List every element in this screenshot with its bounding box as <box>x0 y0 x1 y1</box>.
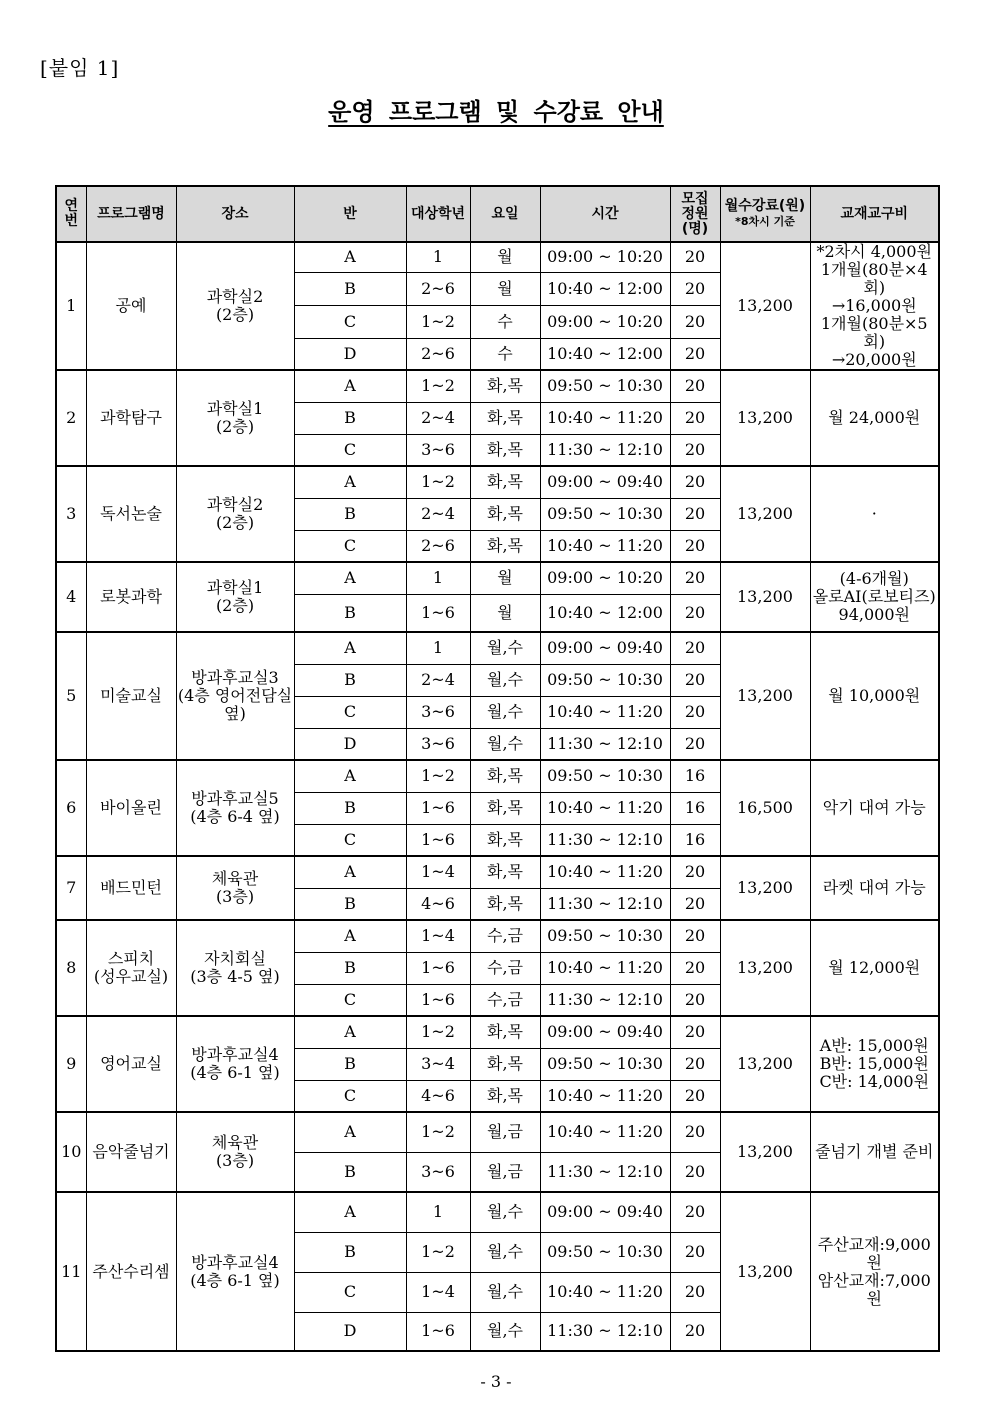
title-text: 운영 프로그램 및 수강료 안내 <box>328 98 664 126</box>
day-cell: 월 <box>470 562 540 594</box>
capacity-cell: 20 <box>670 1080 720 1112</box>
grade-cell: 2~4 <box>406 498 470 530</box>
time-cell: 11:30 ~ 12:10 <box>540 824 670 856</box>
capacity-cell: 20 <box>670 856 720 888</box>
table-row <box>56 920 939 952</box>
program-place: 자치회실 (3층 4-5 옆) <box>176 920 294 1016</box>
table-row <box>56 466 939 498</box>
program-place: 과학실2 (2층) <box>176 466 294 562</box>
day-cell: 월,수 <box>470 728 540 760</box>
program-name: 주산수리셈 <box>86 1192 176 1351</box>
capacity-cell: 20 <box>670 952 720 984</box>
program-name: 배드민턴 <box>86 856 176 920</box>
material-cell: (4-6개월) 올로AI(로보티즈) 94,000원 <box>810 562 939 632</box>
class-cell: A <box>294 920 406 952</box>
time-cell: 09:50 ~ 10:30 <box>540 1232 670 1272</box>
class-cell: B <box>294 952 406 984</box>
capacity-cell: 20 <box>670 272 720 305</box>
time-cell: 09:50 ~ 10:30 <box>540 370 670 402</box>
program-group <box>56 920 939 1016</box>
header-material: 교재교구비 <box>810 186 939 242</box>
header-time: 시간 <box>540 186 670 242</box>
class-cell: B <box>294 272 406 305</box>
day-cell: 수 <box>470 339 540 370</box>
material-cell: 악기 대여 가능 <box>810 760 939 856</box>
time-cell: 10:40 ~ 12:00 <box>540 339 670 370</box>
class-cell: D <box>294 1312 406 1351</box>
grade-cell: 1~2 <box>406 370 470 402</box>
program-number: 9 <box>56 1016 86 1112</box>
program-group <box>56 760 939 856</box>
day-cell: 월,수 <box>470 632 540 664</box>
material-cell: *2차시 4,000원 1개월(80분×4회) →16,000원 1개월(80분×5회) →20,000원 <box>810 242 939 370</box>
capacity-cell: 20 <box>670 1112 720 1152</box>
capacity-cell: 20 <box>670 1192 720 1232</box>
grade-cell: 2~4 <box>406 402 470 434</box>
program-group <box>56 370 939 466</box>
program-number: 1 <box>56 242 86 370</box>
day-cell: 월,수 <box>470 1312 540 1351</box>
header-capacity: 모집정원(명) <box>670 186 720 242</box>
program-name: 미술교실 <box>86 632 176 760</box>
time-cell: 11:30 ~ 12:10 <box>540 1312 670 1351</box>
day-cell: 화,목 <box>470 760 540 792</box>
time-cell: 10:40 ~ 11:20 <box>540 696 670 728</box>
grade-cell: 1~6 <box>406 824 470 856</box>
capacity-cell: 20 <box>670 1232 720 1272</box>
header-fee <box>720 186 810 242</box>
class-cell: B <box>294 792 406 824</box>
grade-cell: 3~6 <box>406 728 470 760</box>
time-cell: 09:00 ~ 09:40 <box>540 1016 670 1048</box>
grade-cell: 1 <box>406 1192 470 1232</box>
class-cell: D <box>294 339 406 370</box>
class-cell: B <box>294 402 406 434</box>
capacity-cell: 20 <box>670 632 720 664</box>
program-name: 로봇과학 <box>86 562 176 632</box>
program-name: 바이올린 <box>86 760 176 856</box>
grade-cell: 1~6 <box>406 792 470 824</box>
program-number: 7 <box>56 856 86 920</box>
capacity-cell: 20 <box>670 530 720 562</box>
time-cell: 10:40 ~ 12:00 <box>540 594 670 632</box>
program-group <box>56 1112 939 1192</box>
class-cell: B <box>294 498 406 530</box>
program-number: 3 <box>56 466 86 562</box>
program-group <box>56 1192 939 1351</box>
program-place: 과학실1 (2층) <box>176 370 294 466</box>
grade-cell: 1~6 <box>406 594 470 632</box>
day-cell: 화,목 <box>470 1080 540 1112</box>
time-cell: 10:40 ~ 11:20 <box>540 1272 670 1312</box>
fee-cell: 13,200 <box>720 562 810 632</box>
grade-cell: 3~4 <box>406 1048 470 1080</box>
program-name: 스피치 (성우교실) <box>86 920 176 1016</box>
time-cell: 09:00 ~ 10:20 <box>540 242 670 272</box>
material-cell: A반: 15,000원 B반: 15,000원 C반: 14,000원 <box>810 1016 939 1112</box>
class-cell: A <box>294 242 406 272</box>
grade-cell: 3~6 <box>406 1152 470 1192</box>
capacity-cell: 16 <box>670 760 720 792</box>
grade-cell: 4~6 <box>406 888 470 920</box>
time-cell: 10:40 ~ 12:00 <box>540 272 670 305</box>
capacity-cell: 20 <box>670 242 720 272</box>
fee-cell: 13,200 <box>720 466 810 562</box>
table-row <box>56 370 939 402</box>
time-cell: 10:40 ~ 11:20 <box>540 952 670 984</box>
attachment-label: [붙임 1] <box>40 56 120 80</box>
day-cell: 월,수 <box>470 1232 540 1272</box>
day-cell: 화,목 <box>470 856 540 888</box>
program-group <box>56 1016 939 1112</box>
program-group <box>56 632 939 760</box>
day-cell: 월,수 <box>470 1192 540 1232</box>
time-cell: 09:00 ~ 10:20 <box>540 305 670 338</box>
grade-cell: 1~2 <box>406 1232 470 1272</box>
capacity-cell: 20 <box>670 498 720 530</box>
class-cell: B <box>294 1232 406 1272</box>
time-cell: 11:30 ~ 12:10 <box>540 1152 670 1192</box>
table-row <box>56 1016 939 1048</box>
day-cell: 화,목 <box>470 370 540 402</box>
capacity-cell: 20 <box>670 594 720 632</box>
capacity-cell: 20 <box>670 434 720 466</box>
program-place: 방과후교실3 (4층 영어전담실 옆) <box>176 632 294 760</box>
class-cell: A <box>294 760 406 792</box>
time-cell: 10:40 ~ 11:20 <box>540 1080 670 1112</box>
day-cell: 화,목 <box>470 530 540 562</box>
grade-cell: 1~4 <box>406 920 470 952</box>
header-class: 반 <box>294 186 406 242</box>
day-cell: 월 <box>470 242 540 272</box>
program-name: 독서논술 <box>86 466 176 562</box>
grade-cell: 1~6 <box>406 1312 470 1351</box>
day-cell: 화,목 <box>470 792 540 824</box>
class-cell: A <box>294 370 406 402</box>
day-cell: 화,목 <box>470 888 540 920</box>
time-cell: 09:50 ~ 10:30 <box>540 920 670 952</box>
capacity-cell: 20 <box>670 728 720 760</box>
grade-cell: 1~6 <box>406 952 470 984</box>
fee-cell: 13,200 <box>720 856 810 920</box>
day-cell: 수,금 <box>470 920 540 952</box>
program-schedule-table <box>55 185 940 1352</box>
header-program: 프로그램명 <box>86 186 176 242</box>
class-cell: C <box>294 824 406 856</box>
class-cell: C <box>294 1080 406 1112</box>
time-cell: 09:00 ~ 09:40 <box>540 1192 670 1232</box>
fee-cell: 13,200 <box>720 370 810 466</box>
time-cell: 09:50 ~ 10:30 <box>540 664 670 696</box>
class-cell: A <box>294 856 406 888</box>
program-number: 6 <box>56 760 86 856</box>
time-cell: 10:40 ~ 11:20 <box>540 530 670 562</box>
capacity-cell: 20 <box>670 466 720 498</box>
class-cell: B <box>294 1048 406 1080</box>
capacity-cell: 20 <box>670 305 720 338</box>
capacity-cell: 20 <box>670 1272 720 1312</box>
table-row <box>56 1192 939 1232</box>
day-cell: 월,금 <box>470 1152 540 1192</box>
table-row <box>56 1112 939 1152</box>
header-fee-note: *8차시 기준 <box>735 215 795 228</box>
class-cell: A <box>294 1016 406 1048</box>
program-name: 과학탐구 <box>86 370 176 466</box>
program-number: 2 <box>56 370 86 466</box>
program-place: 체육관 (3층) <box>176 1112 294 1192</box>
day-cell: 화,목 <box>470 402 540 434</box>
material-cell: 월 24,000원 <box>810 370 939 466</box>
fee-cell: 13,200 <box>720 632 810 760</box>
grade-cell: 3~6 <box>406 434 470 466</box>
time-cell: 10:40 ~ 11:20 <box>540 856 670 888</box>
time-cell: 11:30 ~ 12:10 <box>540 434 670 466</box>
grade-cell: 2~4 <box>406 664 470 696</box>
fee-cell: 13,200 <box>720 242 810 370</box>
program-number: 8 <box>56 920 86 1016</box>
table-row <box>56 760 939 792</box>
table-row <box>56 632 939 664</box>
material-cell: · <box>810 466 939 562</box>
material-cell: 주산교재:9,000원 암산교재:7,000원 <box>810 1192 939 1351</box>
capacity-cell: 20 <box>670 339 720 370</box>
grade-cell: 2~6 <box>406 339 470 370</box>
time-cell: 11:30 ~ 12:10 <box>540 888 670 920</box>
class-cell: A <box>294 466 406 498</box>
class-cell: B <box>294 1152 406 1192</box>
grade-cell: 1 <box>406 632 470 664</box>
capacity-cell: 20 <box>670 562 720 594</box>
material-cell: 줄넘기 개별 준비 <box>810 1112 939 1192</box>
grade-cell: 1~2 <box>406 305 470 338</box>
day-cell: 월,수 <box>470 696 540 728</box>
header-no: 연번 <box>56 186 86 242</box>
time-cell: 10:40 ~ 11:20 <box>540 1112 670 1152</box>
day-cell: 화,목 <box>470 434 540 466</box>
capacity-cell: 20 <box>670 1312 720 1351</box>
program-number: 5 <box>56 632 86 760</box>
class-cell: C <box>294 696 406 728</box>
program-number: 11 <box>56 1192 86 1351</box>
class-cell: A <box>294 1192 406 1232</box>
table-row <box>56 562 939 594</box>
class-cell: C <box>294 530 406 562</box>
program-group <box>56 242 939 370</box>
program-place: 방과후교실4 (4층 6-1 옆) <box>176 1016 294 1112</box>
page-title <box>0 92 992 127</box>
fee-cell: 13,200 <box>720 1112 810 1192</box>
day-cell: 화,목 <box>470 498 540 530</box>
grade-cell: 1~2 <box>406 1016 470 1048</box>
program-name: 공예 <box>86 242 176 370</box>
program-place: 방과후교실4 (4층 6-1 옆) <box>176 1192 294 1351</box>
grade-cell: 1~4 <box>406 856 470 888</box>
table-row <box>56 242 939 272</box>
grade-cell: 1 <box>406 242 470 272</box>
class-cell: C <box>294 1272 406 1312</box>
day-cell: 수,금 <box>470 984 540 1016</box>
capacity-cell: 16 <box>670 792 720 824</box>
class-cell: B <box>294 888 406 920</box>
day-cell: 화,목 <box>470 824 540 856</box>
day-cell: 화,목 <box>470 1048 540 1080</box>
day-cell: 월 <box>470 272 540 305</box>
class-cell: B <box>294 594 406 632</box>
class-cell: A <box>294 632 406 664</box>
capacity-cell: 20 <box>670 888 720 920</box>
fee-cell: 13,200 <box>720 1016 810 1112</box>
time-cell: 09:50 ~ 10:30 <box>540 498 670 530</box>
day-cell: 수 <box>470 305 540 338</box>
table-header <box>56 186 939 242</box>
grade-cell: 1~6 <box>406 984 470 1016</box>
class-cell: C <box>294 305 406 338</box>
fee-cell: 16,500 <box>720 760 810 856</box>
class-cell: B <box>294 664 406 696</box>
time-cell: 09:00 ~ 10:20 <box>540 562 670 594</box>
program-number: 10 <box>56 1112 86 1192</box>
capacity-cell: 20 <box>670 1048 720 1080</box>
grade-cell: 1 <box>406 562 470 594</box>
day-cell: 화,목 <box>470 1016 540 1048</box>
program-name: 음악줄넘기 <box>86 1112 176 1192</box>
day-cell: 월,수 <box>470 664 540 696</box>
fee-cell: 13,200 <box>720 920 810 1016</box>
class-cell: C <box>294 434 406 466</box>
program-group <box>56 466 939 562</box>
material-cell: 라켓 대여 가능 <box>810 856 939 920</box>
grade-cell: 4~6 <box>406 1080 470 1112</box>
program-group <box>56 856 939 920</box>
program-place: 과학실1 (2층) <box>176 562 294 632</box>
capacity-cell: 20 <box>670 920 720 952</box>
day-cell: 월,금 <box>470 1112 540 1152</box>
capacity-cell: 20 <box>670 664 720 696</box>
header-grade: 대상학년 <box>406 186 470 242</box>
program-place: 체육관 (3층) <box>176 856 294 920</box>
class-cell: C <box>294 984 406 1016</box>
capacity-cell: 20 <box>670 1152 720 1192</box>
time-cell: 10:40 ~ 11:20 <box>540 792 670 824</box>
time-cell: 11:30 ~ 12:10 <box>540 984 670 1016</box>
program-group <box>56 562 939 632</box>
capacity-cell: 20 <box>670 402 720 434</box>
time-cell: 09:00 ~ 09:40 <box>540 466 670 498</box>
material-cell: 월 10,000원 <box>810 632 939 760</box>
grade-cell: 2~6 <box>406 530 470 562</box>
header-day: 요일 <box>470 186 540 242</box>
material-cell: 월 12,000원 <box>810 920 939 1016</box>
time-cell: 09:50 ~ 10:30 <box>540 760 670 792</box>
day-cell: 월,수 <box>470 1272 540 1312</box>
capacity-cell: 16 <box>670 824 720 856</box>
day-cell: 화,목 <box>470 466 540 498</box>
grade-cell: 1~2 <box>406 760 470 792</box>
day-cell: 수,금 <box>470 952 540 984</box>
header-place: 장소 <box>176 186 294 242</box>
grade-cell: 3~6 <box>406 696 470 728</box>
header-fee-label: 월수강료(원) <box>724 198 806 214</box>
capacity-cell: 20 <box>670 370 720 402</box>
time-cell: 11:30 ~ 12:10 <box>540 728 670 760</box>
capacity-cell: 20 <box>670 1016 720 1048</box>
time-cell: 10:40 ~ 11:20 <box>540 402 670 434</box>
grade-cell: 1~2 <box>406 1112 470 1152</box>
table-row <box>56 856 939 888</box>
time-cell: 09:00 ~ 09:40 <box>540 632 670 664</box>
capacity-cell: 20 <box>670 984 720 1016</box>
class-cell: A <box>294 1112 406 1152</box>
program-place: 방과후교실5 (4층 6-4 옆) <box>176 760 294 856</box>
program-place: 과학실2 (2층) <box>176 242 294 370</box>
time-cell: 09:50 ~ 10:30 <box>540 1048 670 1080</box>
grade-cell: 1~2 <box>406 466 470 498</box>
page-number: - 3 - <box>480 1372 512 1391</box>
day-cell: 월 <box>470 594 540 632</box>
class-cell: A <box>294 562 406 594</box>
grade-cell: 2~6 <box>406 272 470 305</box>
program-number: 4 <box>56 562 86 632</box>
program-name: 영어교실 <box>86 1016 176 1112</box>
capacity-cell: 20 <box>670 696 720 728</box>
class-cell: D <box>294 728 406 760</box>
fee-cell: 13,200 <box>720 1192 810 1351</box>
grade-cell: 1~4 <box>406 1272 470 1312</box>
